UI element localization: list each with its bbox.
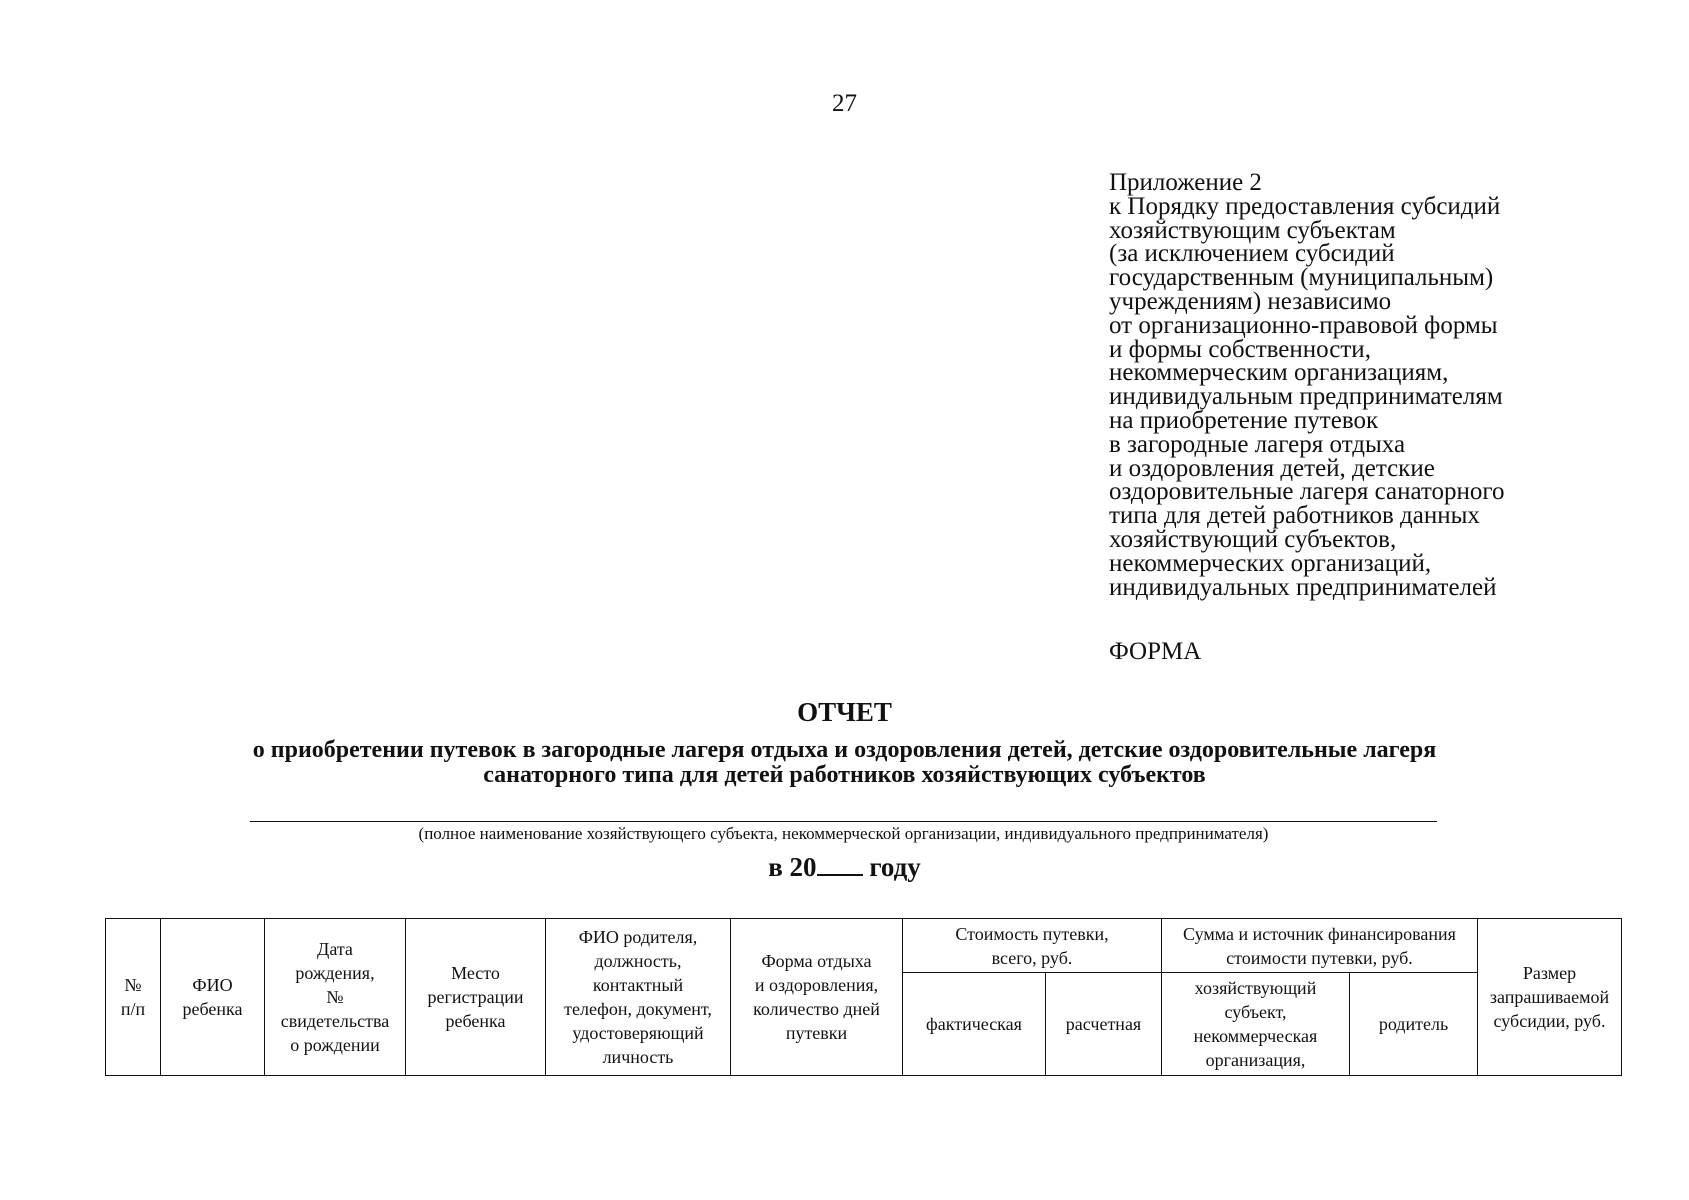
appendix-line: (за исключением субсидий xyxy=(1109,240,1395,268)
appendix-line: хозяйствующий субъектов, xyxy=(1109,525,1397,553)
appendix-line: оздоровительные лагеря санаторного xyxy=(1109,478,1505,506)
appendix-line: типа для детей работников данных xyxy=(1109,502,1480,530)
header-funding-group: Сумма и источник финансирования стоимости путевки, руб. xyxy=(1162,919,1478,973)
appendix-line: от организационно-правовой формы xyxy=(1109,311,1498,339)
year-suffix: году xyxy=(869,852,921,882)
appendix-line: государственным (муниципальным) xyxy=(1109,264,1494,292)
header-registration: Место регистрации ребенка xyxy=(406,919,546,1076)
year-prefix: в 20 xyxy=(768,852,817,882)
appendix-line: хозяйствующим субъектам xyxy=(1109,216,1396,244)
entity-name-line xyxy=(250,821,1437,822)
appendix-line: индивидуальных предпринимателей xyxy=(1109,573,1497,601)
appendix-line: на приобретение путевок xyxy=(1109,406,1379,434)
appendix-line: в загородные лагеря отдыха xyxy=(1109,430,1406,458)
appendix-line: Приложение 2 xyxy=(1109,169,1262,196)
header-cost-estimated: расчетная xyxy=(1046,973,1162,1076)
header-subsidy: Размер запрашиваемой субсидии, руб. xyxy=(1478,919,1622,1076)
header-rest-form: Форма отдыха и оздоровления, количество дней путевки xyxy=(731,919,903,1076)
report-subtitle-line: о приобретении путевок в загородные лагеря отдыха и оздоровления детей, детские оздоровительные лагеря xyxy=(252,737,1437,763)
page-number: 27 xyxy=(832,90,857,117)
appendix-line: учреждениям) независимо xyxy=(1109,287,1392,315)
appendix-line: к Порядку предоставления субсидий xyxy=(1109,192,1501,220)
report-table xyxy=(105,918,1622,1076)
appendix-line: и оздоровления детей, детские xyxy=(1109,454,1435,482)
report-title: ОТЧЕТ xyxy=(797,697,892,727)
header-number: № п/п xyxy=(106,919,161,1076)
header-parent: ФИО родителя, должность, контактный телефон, документ, удостоверяющий личность xyxy=(546,919,731,1076)
header-birth: Дата рождения, № свидетельства о рождении xyxy=(265,919,406,1076)
appendix-line: и формы собственности, xyxy=(1109,335,1371,363)
header-cost-actual: фактическая xyxy=(903,973,1046,1076)
report-subtitle-line: санаторного типа для детей работников хозяйствующих субъектов xyxy=(483,762,1206,788)
header-cost-group: Стоимость путевки, всего, руб. xyxy=(903,919,1162,973)
appendix-line: индивидуальным предпринимателям xyxy=(1109,383,1503,411)
form-label: ФОРМА xyxy=(1109,638,1202,665)
entity-name-caption: (полное наименование хозяйствующего субъекта, некоммерческой организации, индивидуального предпринимателя) xyxy=(418,824,1269,843)
appendix-block xyxy=(1109,171,1579,599)
appendix-line: некоммерческих организаций, xyxy=(1109,549,1432,577)
report-subtitle xyxy=(100,738,1589,788)
header-child-name: ФИО ребенка xyxy=(161,919,265,1076)
report-year xyxy=(0,852,1689,883)
year-blank xyxy=(817,852,863,876)
header-funding-parent: родитель xyxy=(1350,973,1478,1076)
header-funding-entity: хозяйствующий субъект, некоммерческая организация, xyxy=(1162,973,1350,1076)
appendix-line: некоммерческим организациям, xyxy=(1109,359,1449,387)
